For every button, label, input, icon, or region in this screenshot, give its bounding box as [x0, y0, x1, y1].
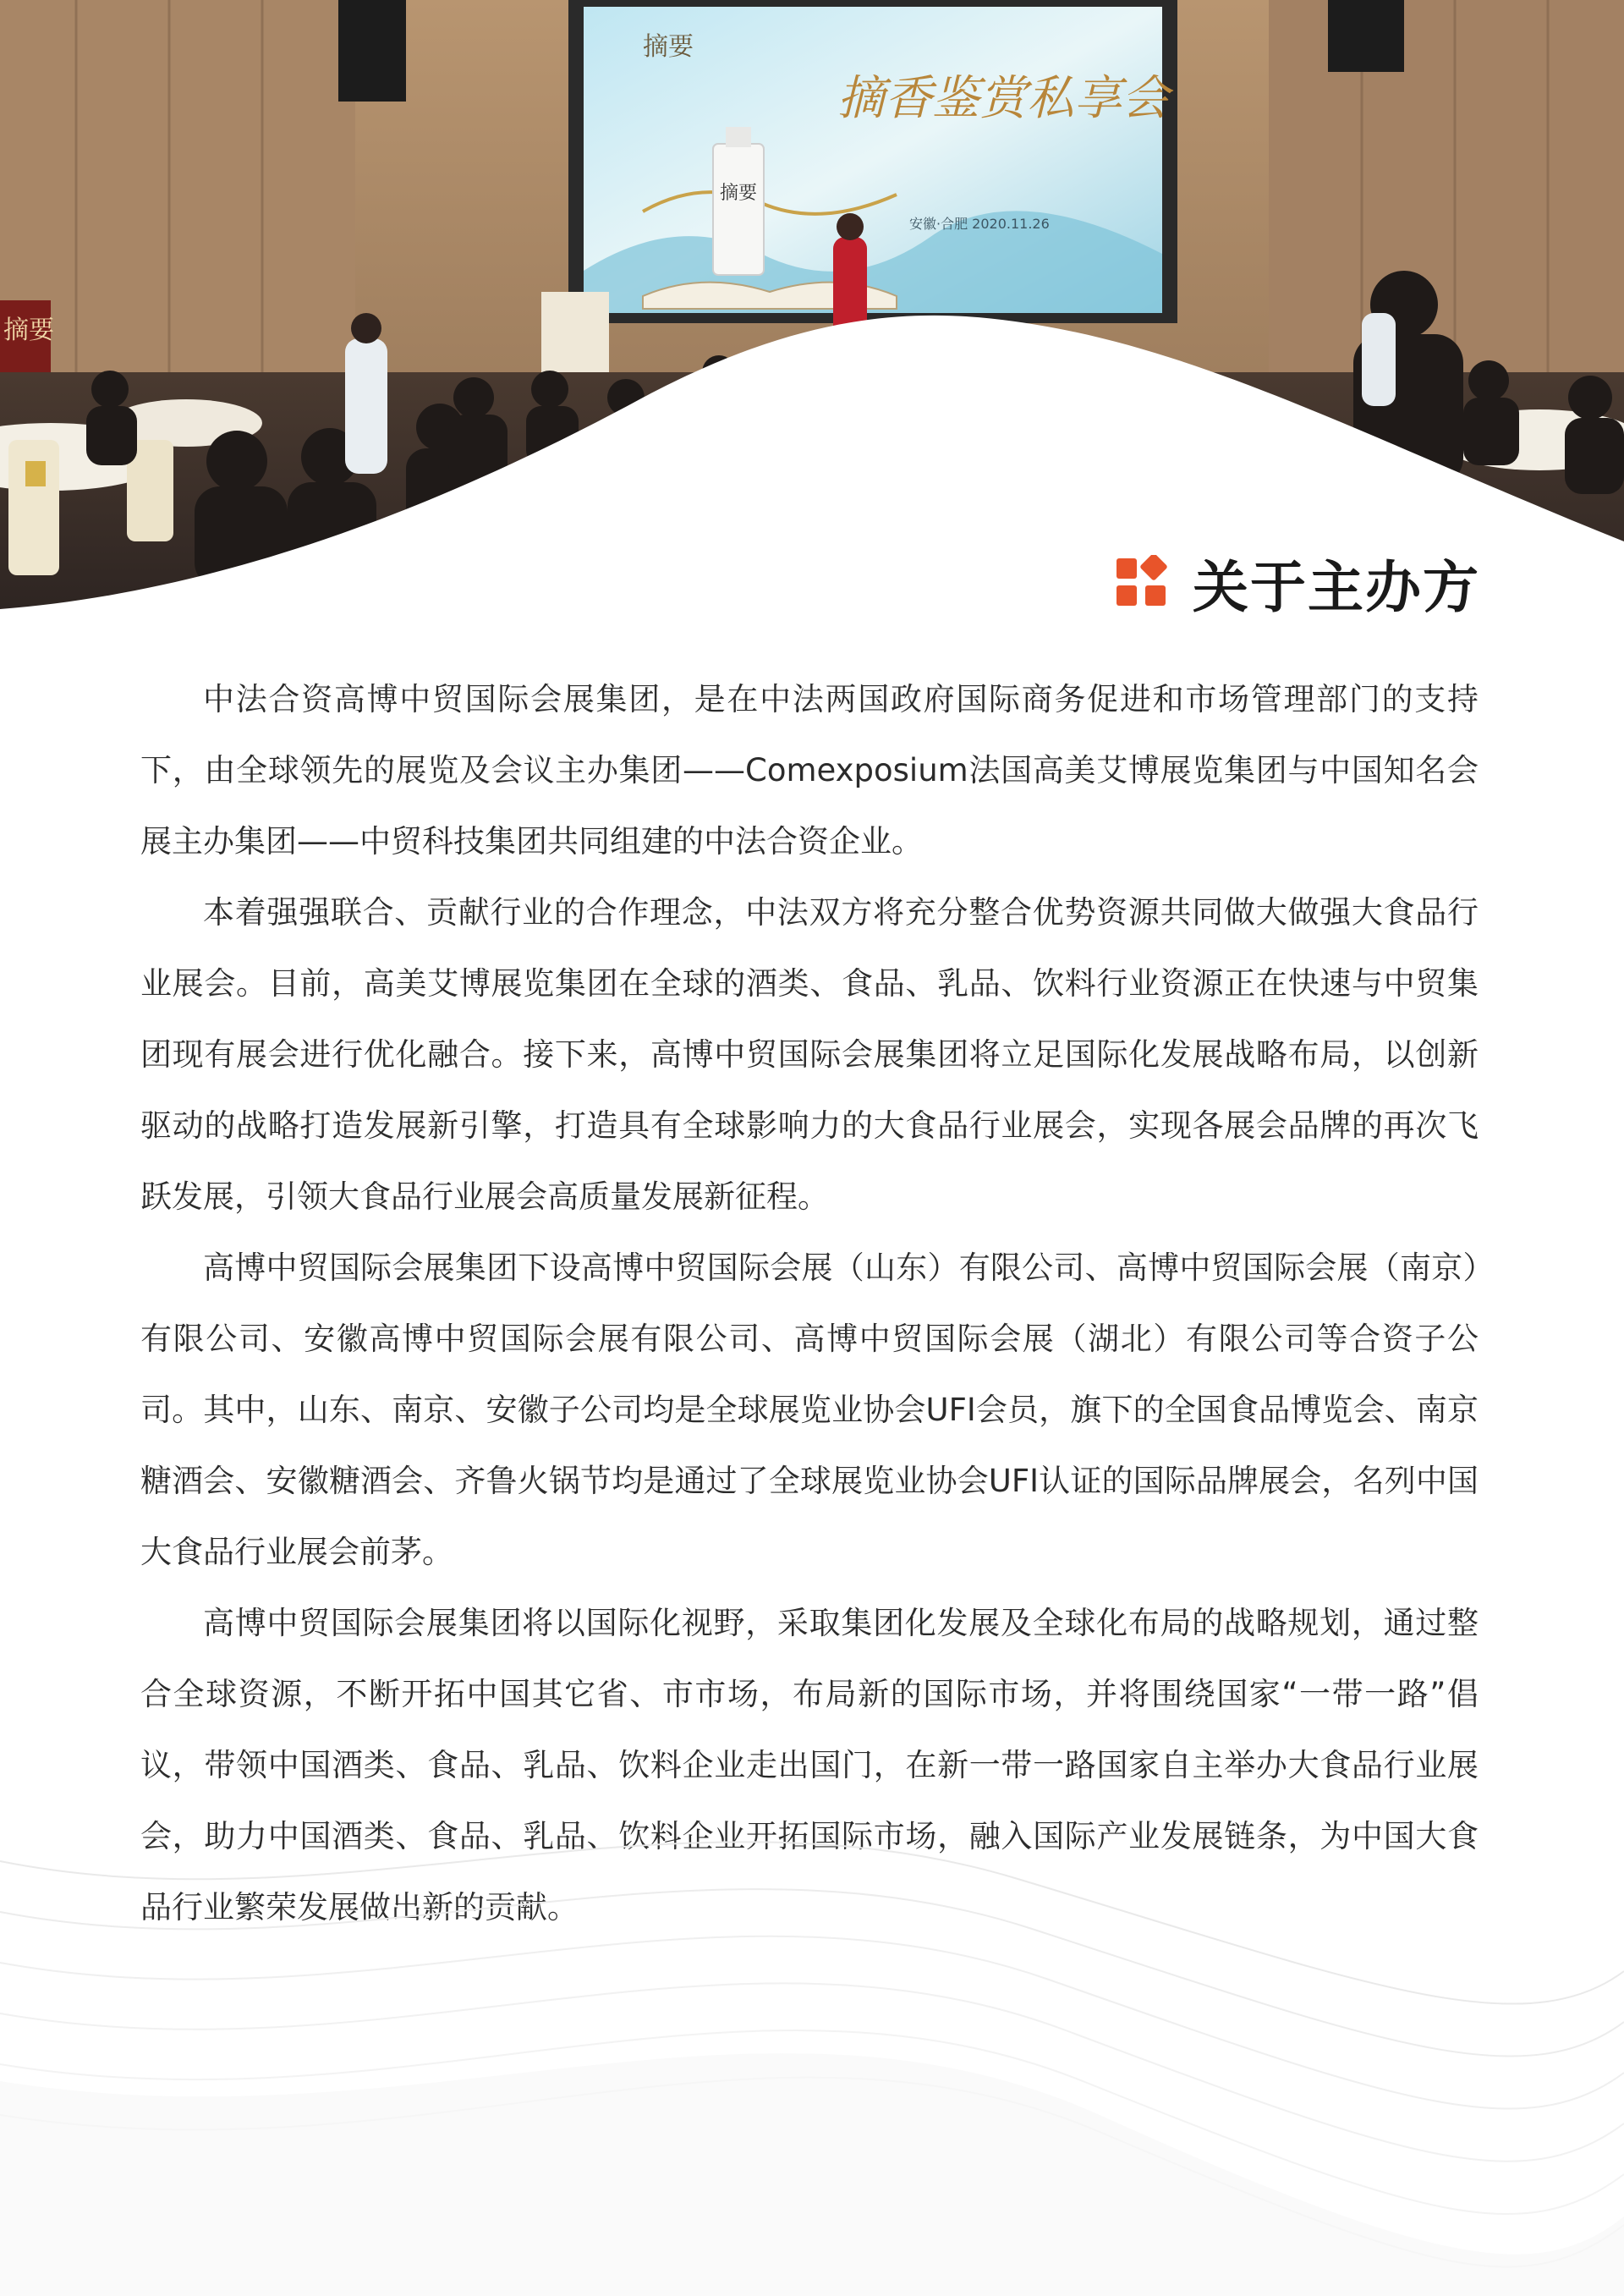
screen-title: 摘香鉴赏私享会 — [837, 71, 1169, 126]
screen-brand: 摘要 — [643, 32, 694, 62]
section-heading — [1115, 548, 1480, 620]
section-title: 关于主办方 — [1193, 554, 1480, 620]
bottle-label: 摘要 — [719, 183, 758, 204]
paragraph-cooperation: 本着强强联合、贡献行业的合作理念，中法双方将充分整合优势资源共同做大做强大食品行业展会。目前，高美艾博展览集团在全球的酒类、食品、乳品、饮料行业资源正在快速与中贸集团现有展会进行优化融合。接下来，高博中贸国际会展集团将立足国际化发展战略布局，以创新驱动的战略打造发展新引擎，打造具有全球影响力的大食品行业展会，实现各展会品牌的再次飞跃发展，引领大食品行业展会高质量发展新征程。 — [140, 894, 1479, 1215]
paragraph-intro: 中法合资高博中贸国际会展集团，是在中法两国政府国际商务促进和市场管理部门的支持下，由全球领先的展览及会议主办集团——Comexposium法国高美艾博展览集团与中国知名会展主办集团——中贸科技集团共同组建的中法合资企业。 — [140, 681, 1479, 860]
squares-logo-icon — [1115, 555, 1169, 609]
paragraph-strategy: 高博中贸国际会展集团将以国际化视野，采取集团化发展及全球化布局的战略规划，通过整合全球资源，不断开拓中国其它省、市市场，布局新的国际市场，并将围绕国家“一带一路”倡议，带领中国酒类、食品、乳品、饮料企业走出国门，在新一带一路国家自主举办大食品行业展会，助力中国酒类、食品、乳品、饮料企业开拓国际市场，融入国际产业发展链条，为中国大食品行业繁荣发展做出新的贡献。 — [140, 1605, 1479, 1925]
paragraph-subsidiaries: 高博中贸国际会展集团下设高博中贸国际会展（山东）有限公司、高博中贸国际会展（南京）有限公司、安徽高博中贸国际会展有限公司、高博中贸国际会展（湖北）有限公司等合资子公司。其中，山东、南京、安徽子公司均是全球展览业协会UFI会员，旗下的全国食品博览会、南京糖酒会、安徽糖酒会、齐鲁火锅节均是通过了全球展览业协会UFI认证的国际品牌展会，名列中国大食品行业展会前茅。 — [140, 1250, 1479, 1570]
decorative-waves — [0, 1607, 1624, 2296]
banner-left-text: 摘要 — [3, 316, 54, 345]
screen-location: 安徽·合肥 2020.11.26 — [909, 216, 1050, 232]
